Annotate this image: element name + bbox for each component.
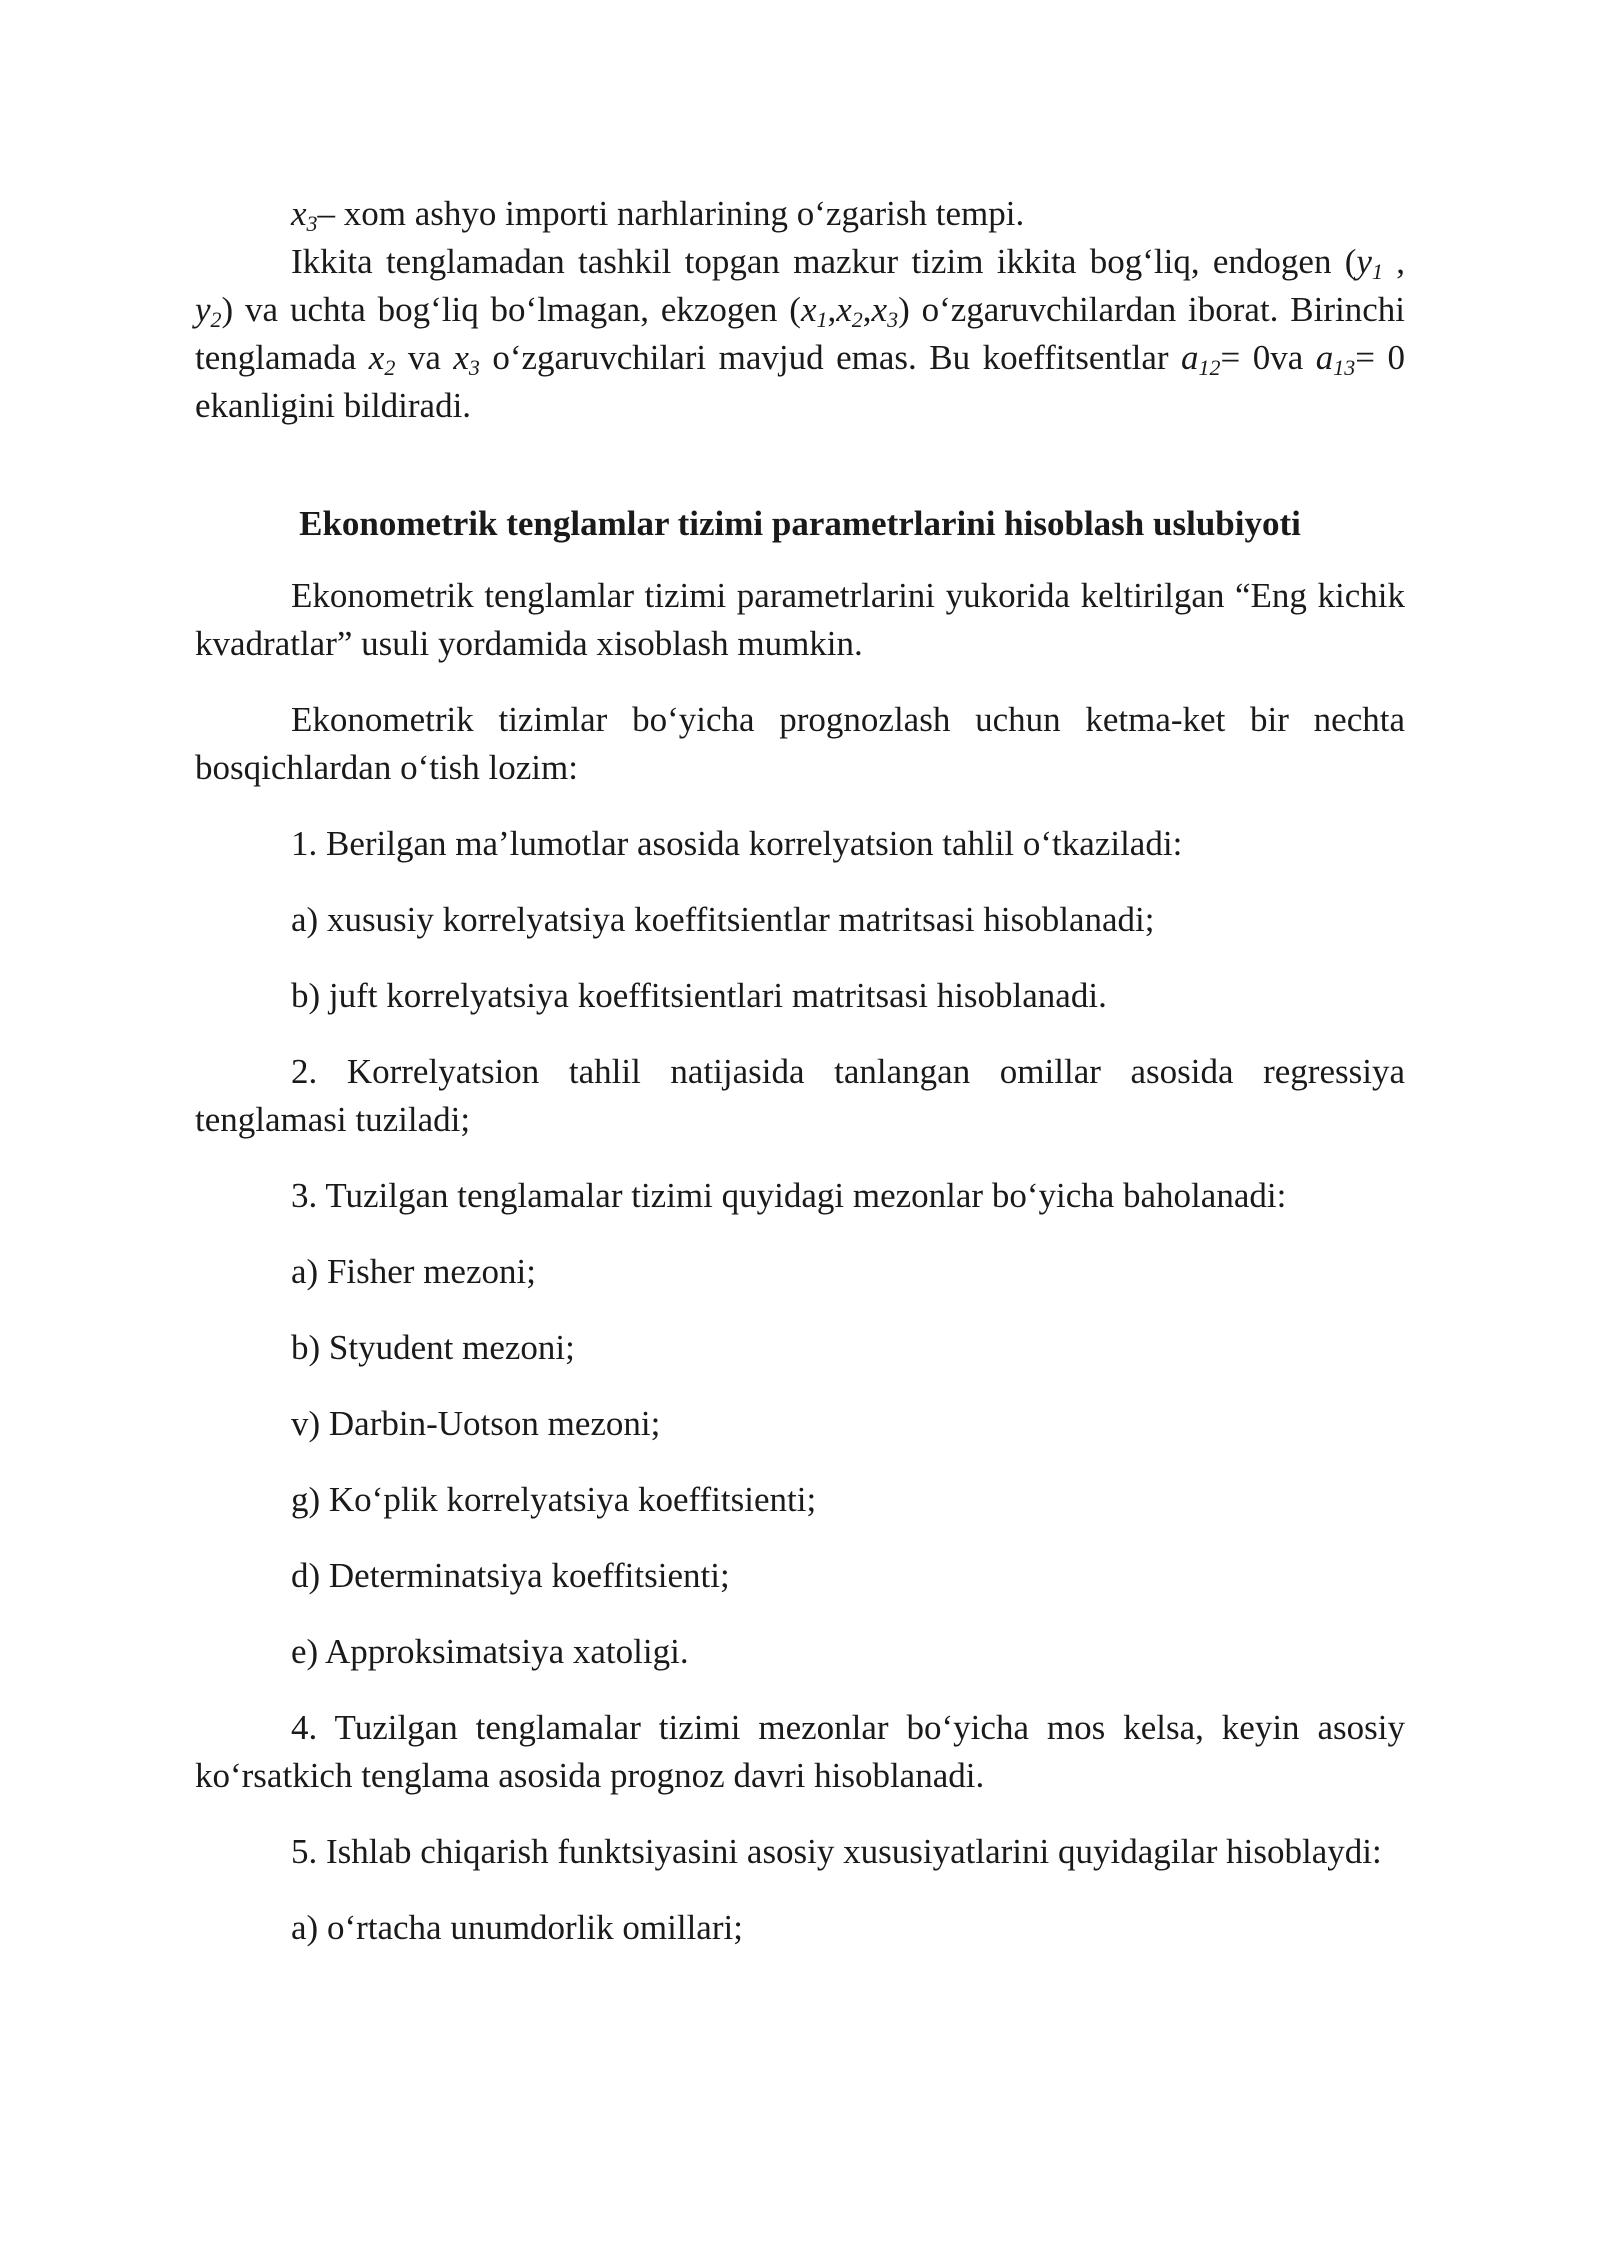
- subscript: 12: [1198, 355, 1221, 380]
- spacer: [195, 1372, 1405, 1400]
- coefficient-a13: a: [1315, 338, 1334, 377]
- list-item-5: 5. Ishlab chiqarish funktsiyasini asosiy xususiyatlarini quyidagilar hisoblaydi:: [291, 1832, 1382, 1871]
- list-item-2: 2. Korrelyatsion tahlil natijasida tanlangan omillar asosida regressiya tenglamasi tuziladi;: [195, 1052, 1405, 1139]
- document-page: [195, 190, 1405, 1952]
- spacer: [195, 944, 1405, 972]
- text: va: [395, 338, 454, 377]
- text: – xom ashyo importi narhlarining o‘zgarish tempi.: [317, 194, 1025, 233]
- text: Ikkita tenglamadan tashkil topgan mazkur tizim ikkita bog‘liq, endogen (: [291, 242, 1357, 281]
- variable-x2: x: [368, 338, 385, 377]
- list-item-3b: b) Styudent mezoni;: [291, 1328, 575, 1367]
- variable-x: x: [291, 194, 307, 233]
- variable-x3: x: [453, 338, 469, 377]
- subscript: 3: [306, 211, 318, 236]
- paragraph-stages-intro: Ekonometrik tizimlar bo‘yicha prognozlash uchun ketma-ket bir nechta bosqichlardan o‘tish lozim:: [195, 700, 1405, 787]
- text: = 0 ekanligini bildiradi.: [195, 338, 1405, 425]
- spacer: [195, 792, 1405, 820]
- list-item-1: 1. Berilgan ma’lumotlar asosida korrelyatsion tahlil o‘tkaziladi:: [291, 824, 1183, 863]
- spacer: [195, 868, 1405, 896]
- variable-y2: y: [195, 290, 211, 329]
- spacer: [195, 1600, 1405, 1628]
- section-heading: Ekonometrik tenglamlar tizimi parametrlarini hisoblash uslubiyoti: [299, 504, 1301, 543]
- subscript: 3: [887, 307, 899, 332]
- subscript: 2: [851, 307, 863, 332]
- list-item-5a: a) o‘rtacha unumdorlik omillari;: [291, 1908, 743, 1947]
- spacer: [195, 668, 1405, 696]
- subscript: 1: [1371, 259, 1383, 284]
- list-item-3: 3. Tuzilgan tenglamalar tizimi quyidagi mezonlar bo‘yicha baholanadi:: [291, 1176, 1287, 1215]
- subscript: 1: [816, 307, 828, 332]
- list-item-3d: d) Determinatsiya koeffitsienti;: [291, 1556, 730, 1595]
- subscript: 3: [468, 355, 480, 380]
- text: ) va uchta bog‘liq bo‘lmagan, ekzogen (: [221, 290, 801, 329]
- paragraph-x3-definition: [195, 190, 1405, 238]
- list-item-4: 4. Tuzilgan tenglamalar tizimi mezonlar bo‘yicha mos kelsa, keyin asosiy ko‘rsatkich tenglama asosida prognoz davri hisoblanadi.: [195, 1708, 1405, 1795]
- variable-x1: x: [800, 290, 817, 329]
- list-item-3a: a) Fisher mezoni;: [291, 1252, 536, 1291]
- spacer: [195, 430, 1405, 500]
- coefficient-a12: a: [1181, 338, 1199, 377]
- spacer: [195, 548, 1405, 572]
- spacer: [195, 1676, 1405, 1704]
- subscript: 13: [1333, 355, 1356, 380]
- spacer: [195, 1020, 1405, 1048]
- subscript: 2: [210, 307, 222, 332]
- list-item-1a: a) xususiy korrelyatsiya koeffitsientlar matritsasi hisoblanadi;: [291, 900, 1155, 939]
- paragraph-method: Ekonometrik tenglamlar tizimi parametrlarini yukorida keltirilgan “Eng kichik kvadratlar” usuli yordamida xisoblash mumkin.: [195, 576, 1405, 663]
- variable-y1: y: [1356, 242, 1372, 281]
- paragraph-system-description: [195, 238, 1405, 430]
- list-item-3e: e) Approksimatsiya xatoligi.: [291, 1632, 689, 1671]
- subscript: 2: [384, 355, 396, 380]
- text: ,: [1382, 242, 1406, 281]
- spacer: [195, 1144, 1405, 1172]
- spacer: [195, 1524, 1405, 1552]
- list-item-3g: g) Ko‘plik korrelyatsiya koeffitsienti;: [291, 1480, 817, 1519]
- spacer: [195, 1448, 1405, 1476]
- text: = 0va: [1220, 338, 1316, 377]
- text: ,: [827, 290, 837, 329]
- list-item-3v: v) Darbin-Uotson mezoni;: [291, 1404, 661, 1443]
- variable-x3: x: [871, 290, 888, 329]
- spacer: [195, 1220, 1405, 1248]
- spacer: [195, 1800, 1405, 1828]
- list-item-1b: b) juft korrelyatsiya koeffitsientlari matritsasi hisoblanadi.: [291, 976, 1107, 1015]
- variable-x2: x: [836, 290, 852, 329]
- text: ,: [862, 290, 872, 329]
- spacer: [195, 1876, 1405, 1904]
- text: ) o‘zgaruvchilardan iborat. Birinchi tenglamada: [195, 290, 1405, 377]
- spacer: [195, 1296, 1405, 1324]
- text: o‘zgaruvchilari mavjud emas. Bu koeffitsentlar: [479, 338, 1182, 377]
